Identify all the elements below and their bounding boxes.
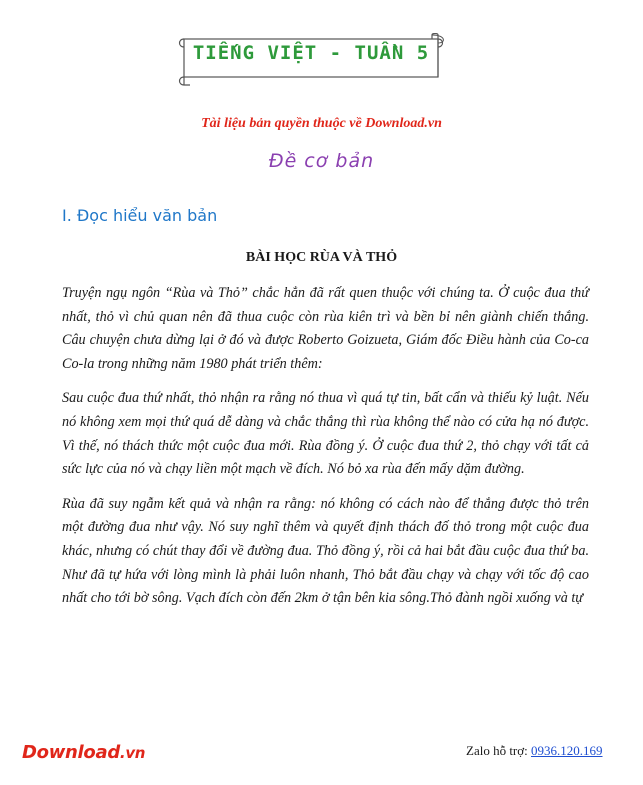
support-label: Zalo hỗ trợ: — [466, 743, 531, 758]
page-title: TIẾNG VIỆT - TUẦN 5 — [192, 42, 430, 64]
zalo-support — [466, 743, 603, 759]
download-vn-logo[interactable] — [22, 742, 145, 763]
story-title: BÀI HỌC RÙA VÀ THỎ — [245, 250, 398, 265]
passage-paragraph: Sau cuộc đua thứ nhất, thỏ nhận ra rằng nó thua vì quá tự tin, bất cẩn và thiếu kỷ luật. Nếu nó không xem mọi thứ quá dễ dàng và chắc thắng thì rùa không thể nào có cửa hạ nó được. Vì thế, nó thách thức một cuộc đua mới. Rùa đồng ý. Ở cuộc đua thứ 2, thỏ chạy với tất cả sức lực của nó và chạy liền một mạch về đích. Nó bỏ xa rùa đến mấy dặm đường. — [62, 390, 589, 478]
reading-passage — [62, 282, 589, 622]
section-heading: I. Đọc hiểu văn bản — [62, 206, 218, 225]
passage-paragraph: Rùa đã suy ngẫm kết quả và nhận ra rằng: nó không có cách nào để thắng được thỏ trên một đường đua như vậy. Nó suy nghĩ thêm và quyết định thách đố thỏ trong một cuộc đua khác, nhưng có chút thay đổi về đường đua. Thỏ đồng ý, rồi cả hai bắt đầu cuộc đua thứ ba. Như đã tự hứa với lòng mình là phải luôn nhanh, Thỏ bắt đầu chạy và chạy với tốc độ cao nhất cho tới bờ sông. Vạch đích còn đến 2km ở tận bên kia sông.Thỏ đành ngồi xuống và tự — [62, 495, 589, 607]
logo-main-text: Download — [22, 742, 120, 763]
logo-tld-text: .vn — [119, 744, 146, 762]
copyright-notice: Tài liệu bản quyền thuộc về Download.vn — [201, 116, 442, 131]
passage-paragraph: Truyện ngụ ngôn “Rùa và Thỏ” chắc hẳn đã rất quen thuộc với chúng ta. Ở cuộc đua thứ nhất, thỏ vì chủ quan nên đã thua cuộc còn rùa kiên trì và bền bỉ nên giành chiến thắng. Câu chuyện chưa dừng lại ở đó và được Roberto Goizueta, Giám đốc Điều hành của Co-ca Co-la trong những năm 1980 phát triển thêm: — [62, 285, 589, 372]
exam-level-subtitle: Đề cơ bản — [268, 150, 375, 172]
support-phone-link[interactable]: 0936.120.169 — [531, 743, 603, 758]
title-banner — [176, 33, 446, 87]
